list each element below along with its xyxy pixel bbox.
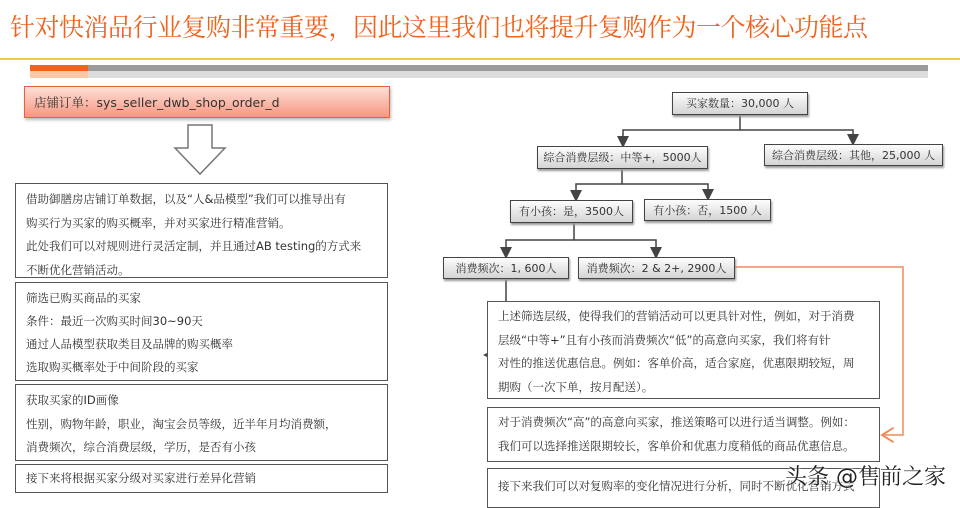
connector-root-other: [740, 130, 853, 143]
connector-mid-kidyes: [576, 168, 622, 199]
text-line: 借助御膳房店铺订单数据，以及“人&品模型”我们可以推导出有: [26, 192, 346, 206]
text-line: 期购（一次下单，按月配送）。: [498, 379, 654, 394]
node-level-mid: 综合消费层级：中等+，5000人: [537, 146, 708, 169]
info-box-filter: [15, 282, 388, 381]
node-kid-yes: 有小孩：是，3500人: [510, 200, 633, 223]
text-line: 此处我们可以对规则进行灵活定制，并且通过AB testing的方式来: [26, 239, 362, 253]
connector-kid-freqhigh: [574, 240, 656, 256]
text-line: 对于消费频次“高”的高意向买家，推送策略可以进行适当调整。例如：: [498, 415, 855, 429]
text-line: 我们可以选择推送限期较长，客单价和优惠力度稍低的商品优惠信息。: [498, 438, 855, 453]
node-level-other: 综合消费层级：其他，25,000 人: [764, 144, 943, 166]
text-line: 获取买家的ID画像: [26, 393, 119, 407]
connector-root-mid: [623, 114, 740, 145]
connector-mid-kidno: [622, 184, 708, 198]
node-kid-no: 有小孩：否，1500 人: [644, 199, 771, 221]
node-root: 买家数量：30,000 人: [672, 92, 808, 115]
info-box-next: [15, 464, 388, 493]
text-line: 对性的推送优惠信息。例如：客单价高，适合家庭，优惠限期较短，周: [498, 356, 855, 370]
text-line: 接下来我们可以对复购率的变化情况进行分析，同时不断优化营销方式: [498, 479, 855, 493]
watermark: 头条 @售前之家: [785, 465, 946, 490]
info-box-profile: [15, 384, 388, 461]
info-box-intro: [15, 183, 388, 278]
text-line: 筛选已购买商品的买家: [26, 291, 141, 305]
desc-box-high-freq: [487, 407, 880, 462]
text-line: 上述筛选层级，使得我们的营销活动可以更具针对性，例如，对于消费: [498, 309, 855, 323]
source-table-box: 店铺订单：sys_seller_dwb_shop_order_d: [24, 86, 390, 118]
connector-kid-freqlow: [506, 222, 574, 256]
text-line: 性别，购物年龄，职业，淘宝会员等级，近半年月均消费额，: [26, 416, 337, 431]
desc-box-low-freq: [487, 301, 880, 399]
down-arrow-icon: [175, 125, 225, 174]
text-line: 条件：最近一次购买时间30~90天: [26, 314, 203, 328]
node-freq-low: 消费频次：1, 600人: [443, 257, 569, 279]
text-line: 消费频次，综合消费层级，学历，是否有小孩: [26, 440, 256, 454]
text-line: 通过人品模型获取类目及品牌的购买概率: [26, 337, 233, 351]
node-freq-high: 消费频次：2 & 2+, 2900人: [578, 257, 735, 279]
text-line: 选取购买概率处于中间阶段的买家: [26, 360, 199, 374]
text-line: 购买行为买家的购买概率，并对买家进行精准营销。: [26, 215, 291, 230]
text-line: 层级“中等+”且有小孩而消费频次“低”的高意向买家，我们将有针: [498, 332, 831, 347]
text-line: 接下来将根据买家分级对买家进行差异化营销: [26, 471, 256, 485]
text-line: 不断优化营销活动。: [26, 262, 130, 277]
page-title: 针对快消品行业复购非常重要，因此这里我们也将提升复购作为一个核心功能点: [10, 13, 868, 42]
